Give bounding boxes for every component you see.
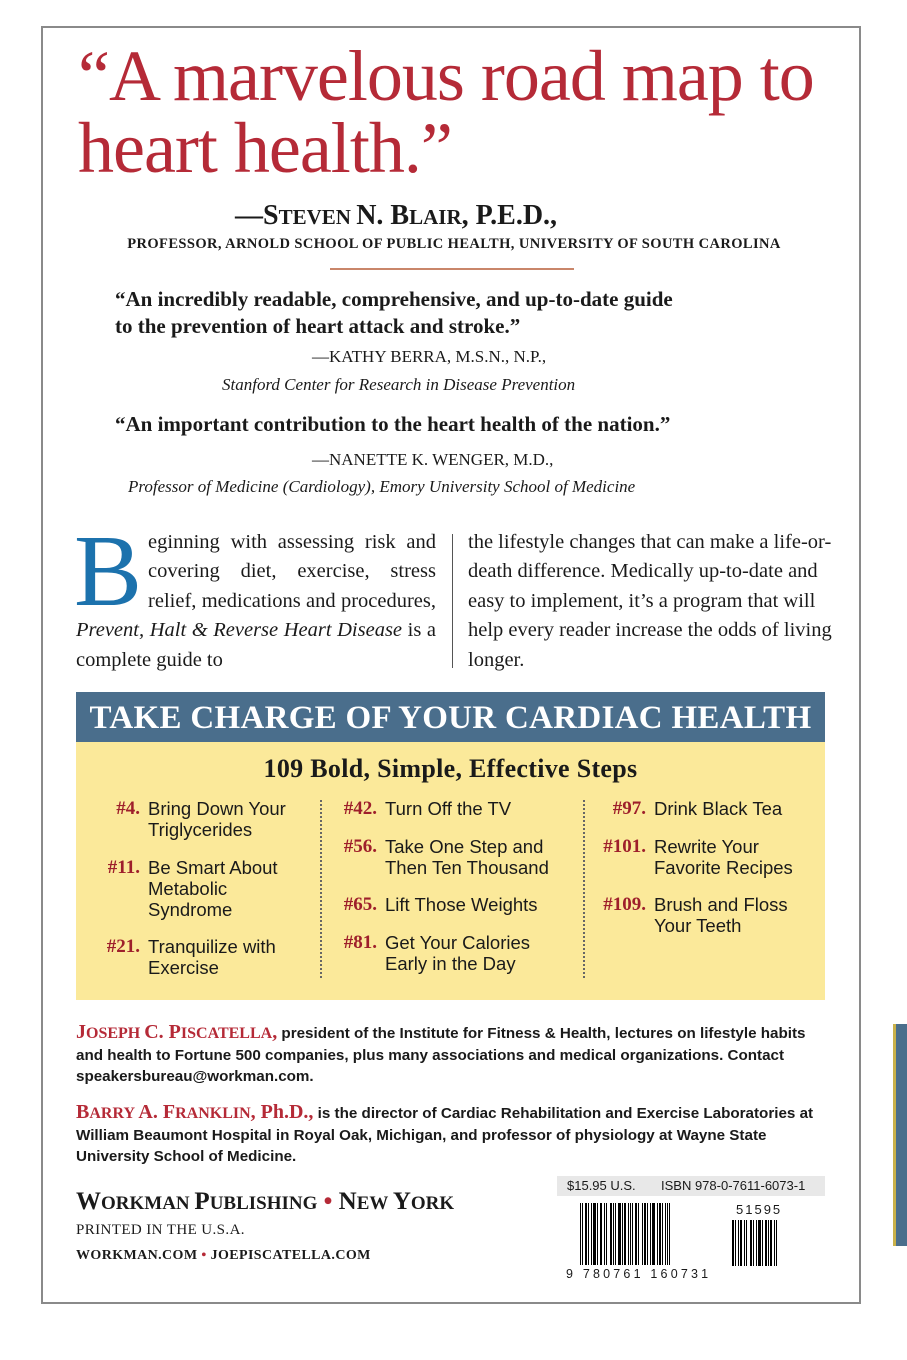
author-bio: BARRY A. FRANKLIN, Ph.D., is the director of Cardiac Rehabilitation and Exercise Laboratories at William Beaumont Hospital in Royal Oak, Michigan, and professor of physiology at Wayne State University School of Medicine. xyxy=(76,1101,814,1165)
divider-rule xyxy=(330,268,574,270)
printed-in: PRINTED IN THE U.S.A. xyxy=(76,1222,245,1238)
step-item: #81. Get Your Calories Early in the Day xyxy=(343,932,531,974)
book-title: Prevent, Halt & Reverse Heart Disease xyxy=(76,619,403,642)
step-item: #21. Tranquilize with Exercise xyxy=(106,936,276,978)
dotted-divider xyxy=(583,800,585,978)
step-item: #109. Brush and Floss Your Teeth xyxy=(603,894,788,936)
website-link: JOEPISCATELLA.COM xyxy=(210,1248,371,1263)
publisher-line: WORKMAN PUBLISHING • NEW YORK xyxy=(76,1188,455,1215)
website-links: WORKMAN.COM • JOEPISCATELLA.COM xyxy=(76,1248,371,1263)
endorsement-2-quote: “An incredibly readable, comprehensive, and up-to-date guide to the prevention of heart attack and stroke.” xyxy=(115,287,673,338)
barcode-stripe xyxy=(776,1220,777,1266)
price-isbn-bar xyxy=(557,1176,825,1196)
steps-panel xyxy=(76,742,825,1000)
headline-quote: “A marvelous road map to heart health.” xyxy=(78,36,814,188)
step-item: #42. Turn Off the TV xyxy=(343,798,512,819)
endorsement-1-affiliation: PROFESSOR, ARNOLD SCHOOL OF PUBLIC HEALTH, UNIVERSITY OF SOUTH CAROLINA xyxy=(127,236,781,252)
description-right-column: the lifestyle changes that can make a life-or-death difference. Medically up-to-date and easy to implement, it’s a program that will help every reader increase the odds of living longer. xyxy=(468,531,832,671)
step-item: #97. Drink Black Tea xyxy=(612,798,783,819)
endorsement-2-author: —KATHY BERRA, M.S.N., N.P., xyxy=(312,347,547,366)
spine-edge xyxy=(893,1024,907,1246)
barcode-stripe xyxy=(669,1203,670,1265)
endorsement-3-affiliation: Professor of Medicine (Cardiology), Emory University School of Medicine xyxy=(128,477,636,496)
endorsement-1-author: —STEVEN N. BLAIR, P.E.D., xyxy=(235,200,558,231)
endorsement-3-quote: “An important contribution to the heart health of the nation.” xyxy=(115,412,671,436)
step-item: #4. Bring Down Your Triglycerides xyxy=(116,798,286,840)
isbn: ISBN 978-0-7611-6073-1 xyxy=(661,1178,806,1193)
step-item: #56. Take One Step and Then Ten Thousand xyxy=(343,836,549,878)
barcode-addon-number: 51595 xyxy=(736,1202,783,1217)
steps-banner: TAKE CHARGE OF YOUR CARDIAC HEALTH xyxy=(76,692,825,742)
author-bio: JOSEPH C. PISCATELLA, president of the Institute for Fitness & Health, lectures on lifestyle habits and health to Fortune 500 companies, plus many associations and medical organizations. Contact speakersbureau@workman.com. xyxy=(76,1021,806,1085)
column-divider xyxy=(452,534,453,668)
steps-title: 109 Bold, Simple, Effective Steps xyxy=(263,754,638,783)
step-item: #101. Rewrite Your Favorite Recipes xyxy=(603,836,793,878)
website-link: WORKMAN.COM xyxy=(76,1248,198,1263)
barcode-icon xyxy=(580,1203,725,1265)
endorsement-2-affiliation: Stanford Center for Research in Disease Prevention xyxy=(222,375,576,394)
step-item: #11. Be Smart About Metabolic Syndrome xyxy=(107,857,278,920)
author-name: JOSEPH C. PISCATELLA, xyxy=(76,1021,278,1043)
barcode-addon-icon xyxy=(732,1220,822,1266)
price: $15.95 U.S. xyxy=(567,1178,636,1193)
author-name: BARRY A. FRANKLIN, Ph.D., xyxy=(76,1101,314,1123)
step-item: #65. Lift Those Weights xyxy=(343,894,538,915)
barcode-number: 9 780761 160731 xyxy=(566,1267,712,1281)
description-left-column: Beginning with assessing risk and covering diet, exercise, stress relief, medications and procedures, Prevent, Halt & Reverse Heart Disease is a complete guide to xyxy=(74,515,436,671)
endorsement-3-author: —NANETTE K. WENGER, M.D., xyxy=(312,450,554,469)
drop-cap: B xyxy=(74,515,143,628)
